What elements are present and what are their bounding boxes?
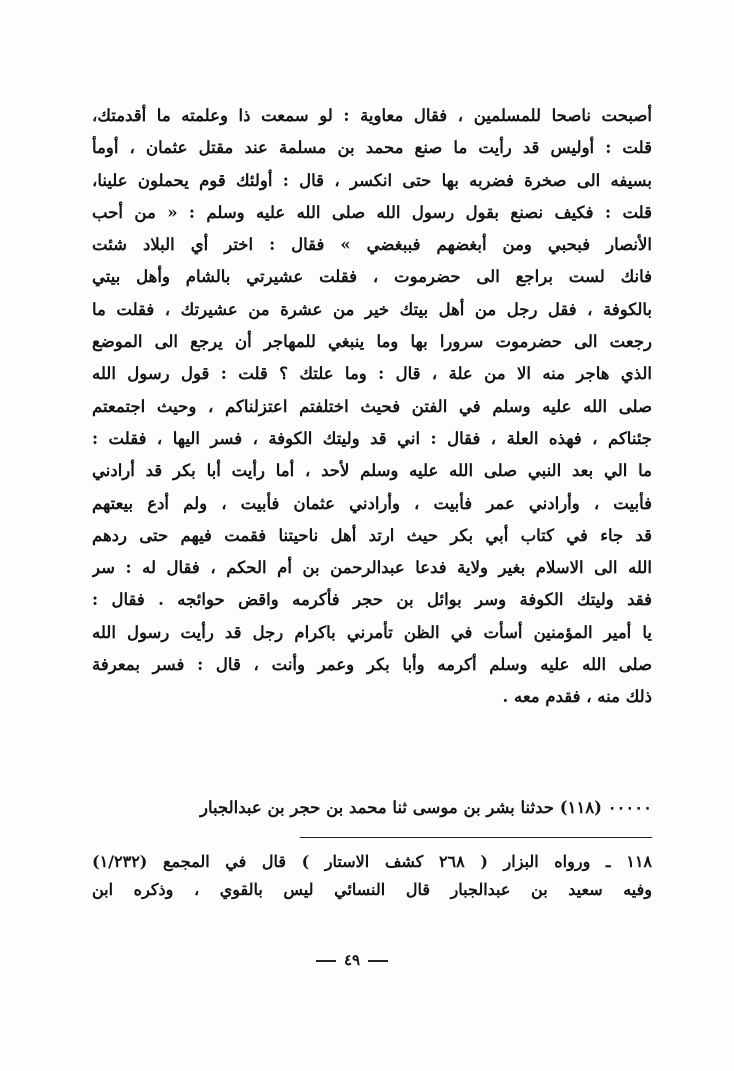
text-line: بالكوفة ، فقل رجل من أهل بيتك خير من عشرة من عشيرتك ، فقلت ما (92, 299, 652, 319)
footnote-divider (300, 837, 652, 838)
text-line: الله الى الاسلام بغير ولاية فدعا عبدالرحمن بن أم الحكم ، فقال له : سر (92, 558, 652, 578)
text-line: أصبحت ناصحا للمسلمين ، فقال معاوية : لو سمعت ذا وعلمته ما أقدمتك، (92, 106, 652, 125)
text-line: الأنصار فبحبي ومن أبغضهم فببغضي » فقال : اختر أي البلاد شئت (92, 235, 652, 255)
hadith-chain-line: ٠٠٠٠٠ (١١٨) حدثنا بشر بن موسى ثنا محمد بن حجر بن عبدالجبار (200, 798, 652, 817)
footnote-block (92, 848, 652, 904)
text-line: قد جاء في كتاب أبي بكر حيث ارتد أهل ناحيتنا فقمت فيهم حتى ردهم (92, 525, 652, 545)
page-number-value: ٤٩ (343, 951, 361, 969)
text-line: الذي هاجر منه الا من علة ، قال : وما علتك ؟ قلت : قول رسول الله (92, 364, 652, 384)
text-line: قلت : أوليس قد رأيت ما صنع محمد بن مسلمة عند مقتل عثمان ، أومأ (92, 138, 652, 158)
main-text-block (92, 100, 652, 714)
text-line: فأبيت ، وأرادني عمر فأبيت ، وأرادني عثمان فأبيت ، ولم أدع بيعتهم (92, 493, 652, 513)
page-number (312, 948, 392, 972)
text-line: رجعت الى حضرموت سرورا بها وما ينبغي للمهاجر أن يرجع الى الموضع (92, 332, 652, 352)
text-line: ما الي بعد النبي صلى الله عليه وسلم لأحد ، أما رأيت أبا بكر قد أرادني (92, 461, 652, 481)
text-line-final: ذلك منه ، فقدم معه . (502, 687, 652, 707)
text-line: فانك لست براجع الى حضرموت ، فقلت عشيرتي بالشام وأهل بيتي (92, 267, 652, 287)
text-line: بسيفه الى صخرة فضربه بها حتى انكسر ، قال : أولئك قوم يحملون علينا، (92, 170, 652, 190)
text-line: قلت : فكيف نصنع بقول رسول الله صلى الله عليه وسلم : « من أحب (92, 202, 652, 222)
text-line: فقد وليتك الكوفة وسر بوائل بن حجر فأكرمه واقض حوائجه . فقال : (92, 590, 652, 610)
text-line: صلى الله عليه وسلم في الفتن فحيث اختلفتم اعتزلناكم ، وحيث اجتمعتم (92, 396, 652, 416)
text-line: جئناكم ، فهذه العلة ، فقال : اني قد وليتك الكوفة ، فسر اليها ، فقلت : (92, 428, 652, 448)
text-line: صلى الله عليه وسلم أكرمه وأبا بكر وعمر وأنت ، قال : فسر بمعرفة (92, 655, 652, 675)
footnote-line: وفيه سعيد بن عبدالجبار قال النسائي ليس بالقوي ، وذكره ابن (92, 880, 652, 899)
page-number-dash-left (316, 960, 336, 962)
page-number-dash-right (368, 960, 388, 962)
footnote-line: ١١٨ ـ ورواه البزار ( ٢٦٨ كشف الاستار ) قال في المجمع (١/٢٣٢) (92, 852, 652, 871)
text-line: يا أمير المؤمنين أسأت في الظن تأمرني باكرام رجل قد رأيت رسول الله (92, 622, 652, 642)
